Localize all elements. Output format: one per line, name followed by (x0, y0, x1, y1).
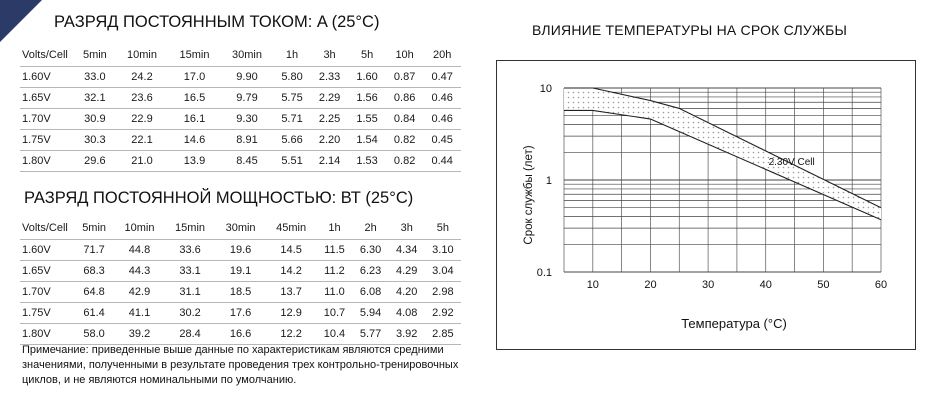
table-header-row (20, 44, 461, 67)
value-cell: 8.45 (221, 151, 274, 172)
value-cell: 28.4 (165, 324, 216, 345)
value-cell: 30.2 (165, 303, 216, 324)
value-cell: 12.2 (266, 324, 317, 345)
value-cell: 0.82 (386, 151, 424, 172)
value-cell: 58.0 (74, 324, 114, 345)
value-cell: 4.08 (389, 303, 425, 324)
value-cell: 5.66 (273, 130, 311, 151)
value-cell: 61.4 (74, 303, 114, 324)
value-cell: 5.75 (273, 88, 311, 109)
value-cell: 6.30 (353, 240, 389, 261)
value-cell: 44.8 (114, 240, 165, 261)
voltage-cell: 1.65V (20, 88, 74, 109)
table-row (20, 67, 461, 88)
power-table-title: РАЗРЯД ПОСТОЯННОЙ МОЩНОСТЬЮ: ВТ (25°C) (24, 189, 414, 207)
value-cell: 2.92 (425, 303, 461, 324)
value-cell: 5.77 (353, 324, 389, 345)
value-cell: 9.30 (221, 109, 274, 130)
column-header: 10h (386, 44, 424, 67)
column-header: 5min (74, 44, 116, 67)
voltage-cell: 1.80V (20, 324, 74, 345)
value-cell: 2.98 (425, 282, 461, 303)
value-cell: 19.1 (215, 261, 266, 282)
value-cell: 16.1 (168, 109, 221, 130)
value-cell: 6.08 (353, 282, 389, 303)
current-table-title: РАЗРЯД ПОСТОЯННЫМ ТОКОМ: A (25°C) (54, 13, 380, 31)
value-cell: 2.33 (311, 67, 349, 88)
value-cell: 0.87 (386, 67, 424, 88)
value-cell: 2.20 (311, 130, 349, 151)
temperature-life-chart (496, 60, 916, 350)
table-row (20, 109, 461, 130)
value-cell: 1.60 (348, 67, 386, 88)
y-tick-label: 10 (539, 83, 552, 95)
value-cell: 13.9 (168, 151, 221, 172)
table-row (20, 261, 461, 282)
value-cell: 41.1 (114, 303, 165, 324)
value-cell: 0.82 (386, 130, 424, 151)
column-header: 2h (353, 217, 389, 240)
value-cell: 10.7 (316, 303, 352, 324)
series-label: 2.30V Cell (768, 157, 815, 169)
column-header: 10min (116, 44, 169, 67)
value-cell: 2.25 (311, 109, 349, 130)
x-tick-label: 10 (586, 279, 599, 291)
value-cell: 0.44 (423, 151, 461, 172)
value-cell: 14.6 (168, 130, 221, 151)
table-row (20, 240, 461, 261)
value-cell: 21.0 (116, 151, 169, 172)
column-header: 5h (348, 44, 386, 67)
value-cell: 71.7 (74, 240, 114, 261)
y-tick-label: 0.1 (536, 267, 552, 279)
value-cell: 6.23 (353, 261, 389, 282)
value-cell: 2.29 (311, 88, 349, 109)
column-header: 15min (165, 217, 216, 240)
value-cell: 44.3 (114, 261, 165, 282)
value-cell: 11.5 (316, 240, 352, 261)
value-cell: 33.0 (74, 67, 116, 88)
table-row (20, 324, 461, 345)
value-cell: 8.91 (221, 130, 274, 151)
value-cell: 2.85 (425, 324, 461, 345)
value-cell: 31.1 (165, 282, 216, 303)
value-cell: 3.92 (389, 324, 425, 345)
footnote: Примечание: приведенные выше данные по характеристикам являются средними значениями, полученными в результате проведения трех контрольно-тренировочных циклов, и не являются номинальными по умолчанию. (22, 344, 459, 386)
table-row (20, 151, 461, 172)
voltage-cell: 1.75V (20, 303, 74, 324)
value-cell: 33.6 (165, 240, 216, 261)
x-tick-label: 20 (644, 279, 657, 291)
value-cell: 18.5 (215, 282, 266, 303)
value-cell: 13.7 (266, 282, 317, 303)
voltage-cell: 1.60V (20, 240, 74, 261)
value-cell: 11.0 (316, 282, 352, 303)
voltage-cell: 1.70V (20, 282, 74, 303)
value-cell: 30.9 (74, 109, 116, 130)
voltage-cell: 1.60V (20, 67, 74, 88)
value-cell: 0.47 (423, 67, 461, 88)
current-discharge-table (20, 44, 461, 172)
value-cell: 1.53 (348, 151, 386, 172)
voltage-cell: 1.70V (20, 109, 74, 130)
value-cell: 22.1 (116, 130, 169, 151)
chart-title: ВЛИЯНИЕ ТЕМПЕРАТУРЫ НА СРОК СЛУЖБЫ (532, 22, 848, 38)
value-cell: 32.1 (74, 88, 116, 109)
voltage-cell: 1.80V (20, 151, 74, 172)
value-cell: 1.54 (348, 130, 386, 151)
column-header: 5min (74, 217, 114, 240)
y-axis-label: Срок службы (лет) (523, 145, 535, 245)
value-cell: 17.0 (168, 67, 221, 88)
value-cell: 1.56 (348, 88, 386, 109)
value-cell: 5.71 (273, 109, 311, 130)
column-header: 3h (389, 217, 425, 240)
value-cell: 0.45 (423, 130, 461, 151)
value-cell: 2.14 (311, 151, 349, 172)
value-cell: 0.46 (423, 109, 461, 130)
value-cell: 30.3 (74, 130, 116, 151)
value-cell: 16.6 (215, 324, 266, 345)
value-cell: 4.20 (389, 282, 425, 303)
value-cell: 11.2 (316, 261, 352, 282)
value-cell: 1.55 (348, 109, 386, 130)
column-header: 1h (316, 217, 352, 240)
value-cell: 3.10 (425, 240, 461, 261)
value-cell: 42.9 (114, 282, 165, 303)
value-cell: 9.90 (221, 67, 274, 88)
value-cell: 5.51 (273, 151, 311, 172)
x-tick-label: 30 (701, 279, 715, 291)
value-cell: 23.6 (116, 88, 169, 109)
voltage-cell: 1.65V (20, 261, 74, 282)
value-cell: 4.29 (389, 261, 425, 282)
table-row (20, 88, 461, 109)
value-cell: 12.9 (266, 303, 317, 324)
value-cell: 64.8 (74, 282, 114, 303)
value-cell: 29.6 (74, 151, 116, 172)
value-cell: 22.9 (116, 109, 169, 130)
value-cell: 0.84 (386, 109, 424, 130)
voltage-cell: 1.75V (20, 130, 74, 151)
column-header: 45min (266, 217, 317, 240)
chart-grid (564, 88, 881, 272)
value-cell: 9.79 (221, 88, 274, 109)
column-header: Volts/Cell (20, 44, 74, 67)
power-discharge-table (20, 217, 461, 345)
column-header: Volts/Cell (20, 217, 74, 240)
value-cell: 3.04 (425, 261, 461, 282)
value-cell: 14.5 (266, 240, 317, 261)
column-header: 30min (221, 44, 274, 67)
table-row (20, 303, 461, 324)
value-cell: 24.2 (116, 67, 169, 88)
table-header-row (20, 217, 461, 240)
value-cell: 19.6 (215, 240, 266, 261)
value-cell: 10.4 (316, 324, 352, 345)
column-header: 10min (114, 217, 165, 240)
x-axis-label: Температура (°C) (681, 316, 787, 331)
table-row (20, 282, 461, 303)
x-tick-label: 60 (874, 279, 888, 291)
column-header: 1h (273, 44, 311, 67)
column-header: 5h (425, 217, 461, 240)
y-tick-label: 1 (545, 175, 552, 187)
value-cell: 39.2 (114, 324, 165, 345)
value-cell: 14.2 (266, 261, 317, 282)
value-cell: 4.34 (389, 240, 425, 261)
column-header: 3h (311, 44, 349, 67)
value-cell: 0.46 (423, 88, 461, 109)
value-cell: 33.1 (165, 261, 216, 282)
corner-accent (0, 0, 42, 42)
value-cell: 0.86 (386, 88, 424, 109)
column-header: 15min (168, 44, 221, 67)
column-header: 30min (215, 217, 266, 240)
value-cell: 5.80 (273, 67, 311, 88)
x-tick-label: 50 (817, 279, 830, 291)
value-cell: 16.5 (168, 88, 221, 109)
column-header: 20h (423, 44, 461, 67)
value-cell: 68.3 (74, 261, 114, 282)
x-tick-label: 40 (759, 279, 772, 291)
table-row (20, 130, 461, 151)
value-cell: 17.6 (215, 303, 266, 324)
value-cell: 5.94 (353, 303, 389, 324)
